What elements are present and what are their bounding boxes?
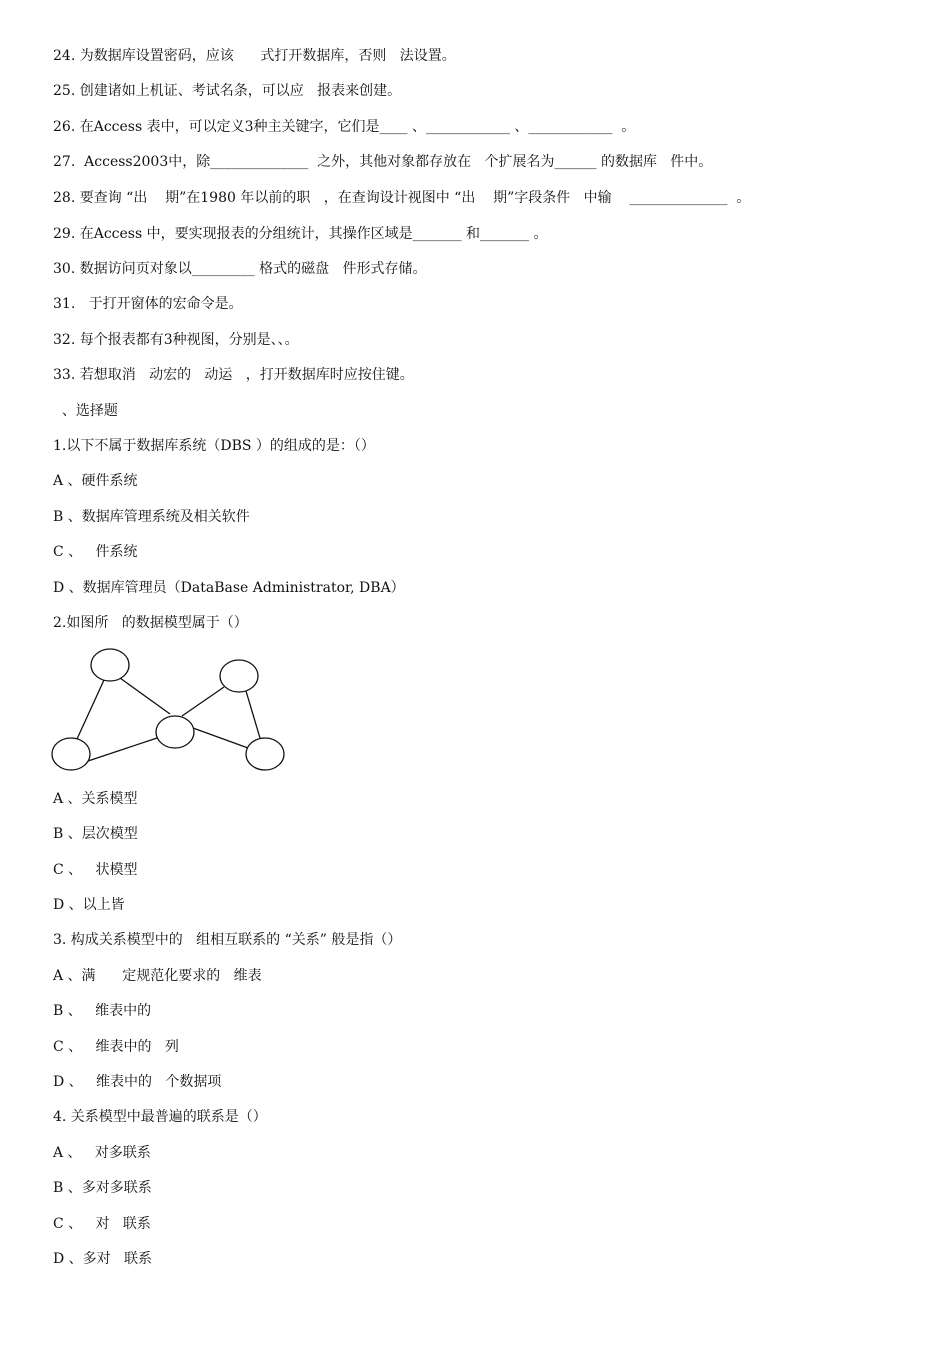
question-30: 30. 数据访问页对象以_________ 格式的磁盘 件形式存储。 (53, 261, 427, 277)
mc-3-option-c: C 、 维表中的 列 (53, 1039, 179, 1055)
mc-2-option-b: B 、层次模型 (53, 826, 138, 842)
mc-1-option-d: D 、数据库管理员（DataBase Administrator, DBA） (53, 580, 405, 596)
mc-4-option-d: D 、多对 联系 (53, 1251, 153, 1267)
diagram-edge (120, 678, 170, 714)
mc-3-option-a: A 、满 定规范化要求的 维表 (53, 968, 262, 984)
mc-2-option-c: C 、 状模型 (53, 862, 138, 878)
diagram-node (246, 738, 284, 770)
mc-4-option-c: C 、 对 联系 (53, 1216, 151, 1232)
question-27: 27. Access2003中，除______________ 之外，其他对象都存放在 个扩展名为______ 的数据库 件中。 (53, 154, 713, 170)
question-32: 32. 每个报表都有3种视图，分别是、、。 (53, 332, 299, 348)
mc-4-option-b: B 、多对多联系 (53, 1180, 152, 1196)
mc-question-2: 2.如图所 的数据模型属于（） (53, 615, 248, 631)
diagram-node (52, 738, 90, 770)
diagram-edge (193, 728, 248, 748)
question-24: 24. 为数据库设置密码，应该 式打开数据库，否则 法设置。 (53, 48, 456, 64)
mc-4-option-a: A 、 对多联系 (53, 1145, 151, 1161)
mc-question-1: 1.以下不属于数据库系统（DBS ）的组成的是：（） (53, 438, 375, 454)
mc-3-option-d: D 、 维表中的 个数据项 (53, 1074, 222, 1090)
question-33: 33. 若想取消 动宏的 动运 ，打开数据库时应按住键。 (53, 367, 414, 383)
mc-1-option-c: C 、 件系统 (53, 544, 138, 560)
section-heading: 、选择题 (53, 403, 118, 419)
question-25: 25. 创建诸如上机证、考试名条，可以应 报表来创建。 (53, 83, 402, 99)
question-28: 28. 要查询 “出 期”在1980 年以前的职 ，在查询设计视图中 “出 期”字段条件 中输 ______________ 。 (53, 190, 751, 206)
question-31: 31. 于打开窗体的宏命令是。 (53, 296, 243, 312)
diagram-edge (88, 738, 157, 761)
diagram-node (220, 660, 258, 692)
question-29: 29. 在Access 中，要实现报表的分组统计，其操作区域是_______ 和_______ 。 (53, 226, 548, 242)
mc-1-option-b: B 、数据库管理系统及相关软件 (53, 509, 250, 525)
mc-question-4: 4. 关系模型中最普遍的联系是（） (53, 1109, 267, 1125)
diagram-edge (182, 687, 224, 716)
mc-2-option-a: A 、关系模型 (53, 791, 138, 807)
mc-2-option-d: D 、以上皆 (53, 897, 125, 913)
mc-3-option-b: B 、 维表中的 (53, 1003, 152, 1019)
diagram-node (156, 716, 194, 748)
diagram-edge (77, 680, 104, 739)
diagram-node (91, 649, 129, 681)
mc-question-3: 3. 构成关系模型中的 组相互联系的 “关系” 般是指（） (53, 932, 402, 948)
network-model-diagram (48, 645, 293, 780)
question-26: 26. 在Access 表中，可以定义3种主关键字，它们是____ 、____________ 、____________ 。 (53, 119, 636, 135)
mc-1-option-a: A 、硬件系统 (53, 473, 138, 489)
diagram-edge (246, 691, 260, 738)
